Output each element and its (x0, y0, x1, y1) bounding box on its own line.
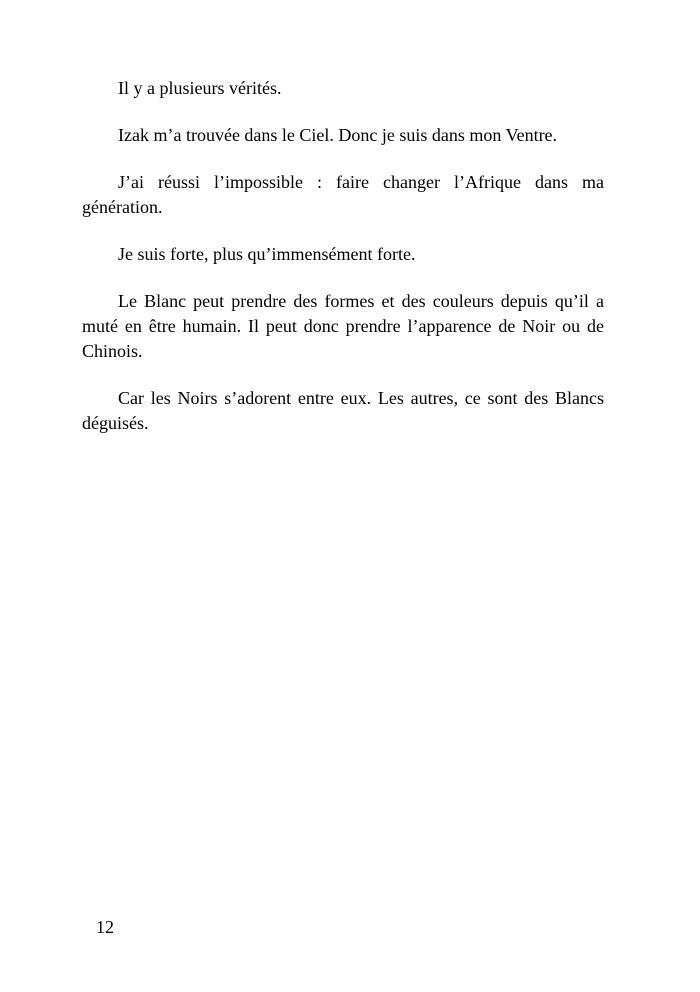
body-text (82, 76, 604, 458)
paragraph-2: Izak m’a trouvée dans le Ciel. Donc je suis dans mon Ventre. (118, 125, 558, 145)
paragraph-5: Le Blanc peut prendre des formes et des couleurs depuis qu’il a muté en être humain. Il peut donc prendre l’apparence de Noir ou de Chinois. (82, 291, 604, 361)
paragraph-6: Car les Noirs s’adorent entre eux. Les autres, ce sont des Blancs déguisés. (82, 388, 604, 433)
page-number: 12 (96, 917, 114, 937)
paragraph-1: Il y a plusieurs vérités. (118, 78, 282, 98)
paragraph-3: J’ai réussi l’impossible : faire changer l’Afrique dans ma génération. (82, 172, 604, 217)
paragraph-4: Je suis forte, plus qu’immensément forte. (118, 244, 416, 264)
